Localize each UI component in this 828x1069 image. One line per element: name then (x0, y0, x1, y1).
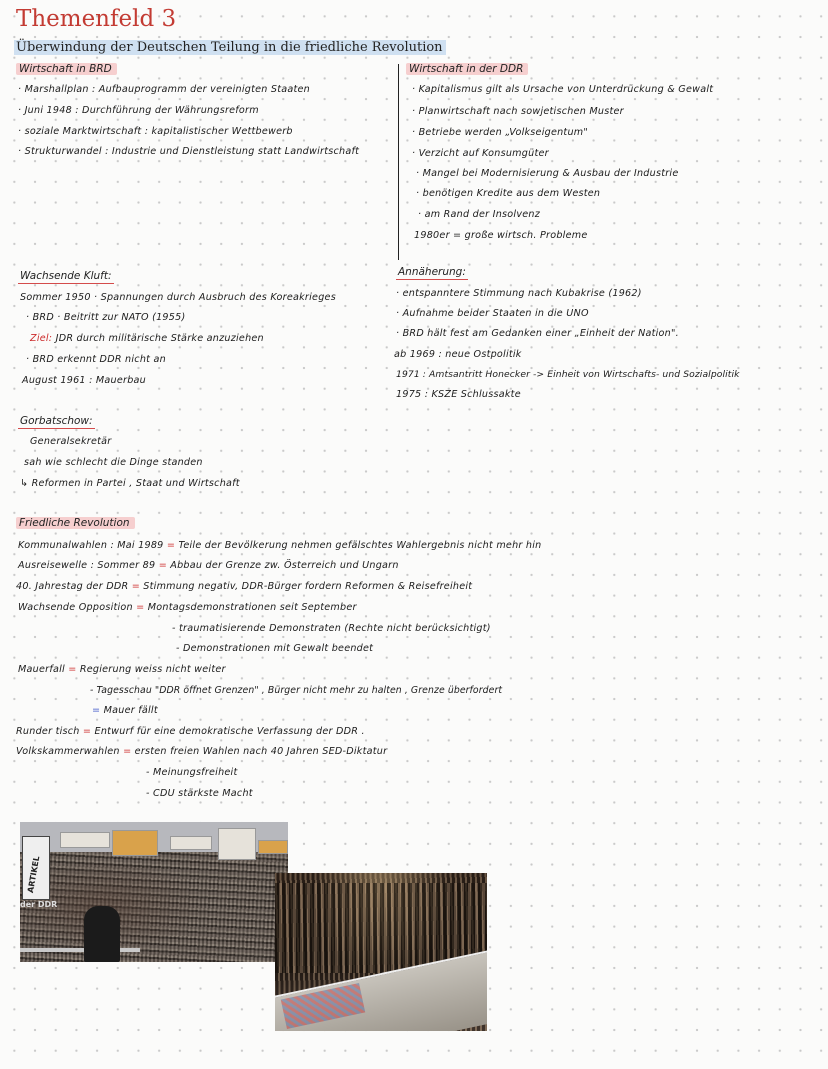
speaker-silhouette (84, 906, 120, 962)
kluft-item: · BRD erkennt DDR nicht an (26, 354, 166, 365)
revolution-line (18, 540, 541, 551)
revolution-line (18, 664, 226, 675)
revolution-subline: - traumatisierende Demonstraten (Rechte nicht berücksichtigt) (172, 623, 491, 634)
ziel-label: Ziel: (30, 333, 53, 344)
kluft-item (30, 333, 264, 344)
ddr-item: · Planwirtschaft nach sowjetischen Muster (412, 106, 624, 117)
protest-banner (170, 836, 212, 850)
line-term: 40. Jahrestag der DDR (16, 581, 132, 592)
revolution-line (18, 602, 357, 613)
line-term: Mauerfall (18, 664, 69, 675)
equals-sign: = (166, 540, 176, 551)
annaeherung-heading: Annäherung: (398, 266, 466, 278)
annaeherung-item: 1975 : KSZE Schlussakte (396, 389, 521, 400)
photo-railing (20, 948, 140, 952)
revolution-line (16, 726, 365, 737)
ddr-text: der DDR (20, 900, 58, 909)
equals-sign: = (123, 746, 132, 757)
gorbatschow-item: ↳ Reformen in Partei , Staat und Wirtschaft (20, 478, 240, 489)
line-text: Mauer fällt (100, 705, 158, 716)
ddr-item: · Betriebe werden „Volkseigentum" (412, 127, 589, 138)
revolution-subline (92, 705, 158, 716)
annaeherung-item: ab 1969 : neue Ostpolitik (394, 349, 522, 360)
protest-banner (60, 832, 110, 848)
brd-heading: Wirtschaft in BRD (16, 63, 117, 75)
ddr-item: · Mangel bei Modernisierung & Ausbau der Industrie (416, 168, 679, 179)
equals-sign: = (68, 664, 77, 675)
line-term: Kommunalwahlen : Mai 1989 (18, 540, 167, 551)
brd-item: · Strukturwandel : Industrie und Dienstleistung statt Landwirtschaft (18, 146, 360, 157)
revolution-subline: - Meinungsfreiheit (146, 767, 238, 778)
berlin-wall-photo (275, 873, 487, 1031)
annaeherung-item: 1971 : Amtsantritt Honecker -> Einheit von Wirtschafts- und Sozialpolitik (396, 369, 740, 380)
kluft-item: Sommer 1950 · Spannungen durch Ausbruch des Koreakrieges (20, 292, 336, 303)
line-text: Montagsdemonstrationen seit September (144, 602, 357, 613)
brd-item: · soziale Marktwirtschaft : kapitalistischer Wettbewerb (18, 126, 293, 137)
demonstration-photo (20, 822, 288, 962)
column-divider (398, 64, 399, 260)
annaeherung-item: · entspanntere Stimmung nach Kubakrise (1962) (396, 288, 642, 299)
revolution-subline: - Tagesschau "DDR öffnet Grenzen" , Bürger nicht mehr zu halten , Grenze überfordert (90, 685, 503, 696)
line-text: Entwurf für eine demokratische Verfassung der DDR . (91, 726, 365, 737)
line-term: Volkskammerwahlen (16, 746, 124, 757)
gorbatschow-item: sah wie schlecht die Dinge standen (24, 457, 203, 468)
ddr-item: · benötigen Kredite aus dem Westen (416, 188, 601, 199)
protest-banner (112, 830, 158, 856)
brd-item: · Juni 1948 : Durchführung der Währungsreform (18, 105, 259, 116)
sign-text: ARTIKEL (26, 855, 42, 894)
revolution-line (16, 581, 472, 592)
revolution-line (16, 746, 387, 757)
kluft-item: · BRD · Beitritt zur NATO (1955) (26, 312, 186, 323)
revolution-line (18, 560, 399, 571)
annaeherung-item: · BRD hält fest am Gedanken einer „Einheit der Nation". (396, 328, 679, 339)
equals-sign: = (136, 602, 145, 613)
equals-sign: = (131, 581, 140, 592)
protest-banner (258, 840, 288, 854)
page-title: Themenfeld 3 (16, 6, 177, 32)
line-term: Wachsende Opposition (18, 602, 137, 613)
line-text: ersten freien Wahlen nach 40 Jahren SED-Diktatur (131, 746, 388, 757)
kluft-item: August 1961 : Mauerbau (22, 375, 147, 386)
ziel-text: JDR durch militärische Stärke anzuziehen (55, 333, 264, 344)
equals-sign: = (158, 560, 167, 571)
brd-item: · Marshallplan : Aufbauprogramm der vereinigten Staaten (18, 84, 310, 95)
ddr-item: 1980er = große wirtsch. Probleme (414, 230, 588, 241)
equals-sign: = (82, 726, 92, 737)
ddr-heading: Wirtschaft in der DDR (406, 63, 528, 75)
line-term: Runder tisch (16, 726, 83, 737)
kluft-heading: Wachsende Kluft: (20, 270, 112, 282)
gorbatschow-item: Generalsekretär (30, 436, 112, 447)
revolution-subline: - Demonstrationen mit Gewalt beendet (176, 643, 374, 654)
protest-banner (218, 828, 256, 860)
line-text: Regierung weiss nicht weiter (76, 664, 226, 675)
annaeherung-item: · Aufnahme beider Staaten in die UNO (396, 308, 589, 319)
gorbatschow-heading: Gorbatschow: (20, 415, 93, 427)
equals-sign: = (92, 705, 101, 716)
ddr-item: · am Rand der Insolvenz (418, 209, 541, 220)
revolution-heading: Friedliche Revolution (16, 517, 135, 529)
revolution-subline: - CDU stärkste Macht (146, 788, 253, 799)
line-text: Teile der Bevölkerung nehmen gefälschtes Wahlergebnis nicht mehr hin (175, 540, 542, 551)
page-subtitle: Überwindung der Deutschen Teilung in die friedliche Revolution (14, 40, 446, 55)
line-text: Stimmung negativ, DDR-Bürger fordern Reformen & Reisefreiheit (140, 581, 473, 592)
ddr-item: · Verzicht auf Konsumgüter (412, 148, 549, 159)
line-text: Abbau der Grenze zw. Österreich und Ungarn (166, 560, 399, 571)
line-term: Ausreisewelle : Sommer 89 (18, 560, 159, 571)
ddr-item: · Kapitalismus gilt als Ursache von Unterdrückung & Gewalt (412, 84, 714, 95)
